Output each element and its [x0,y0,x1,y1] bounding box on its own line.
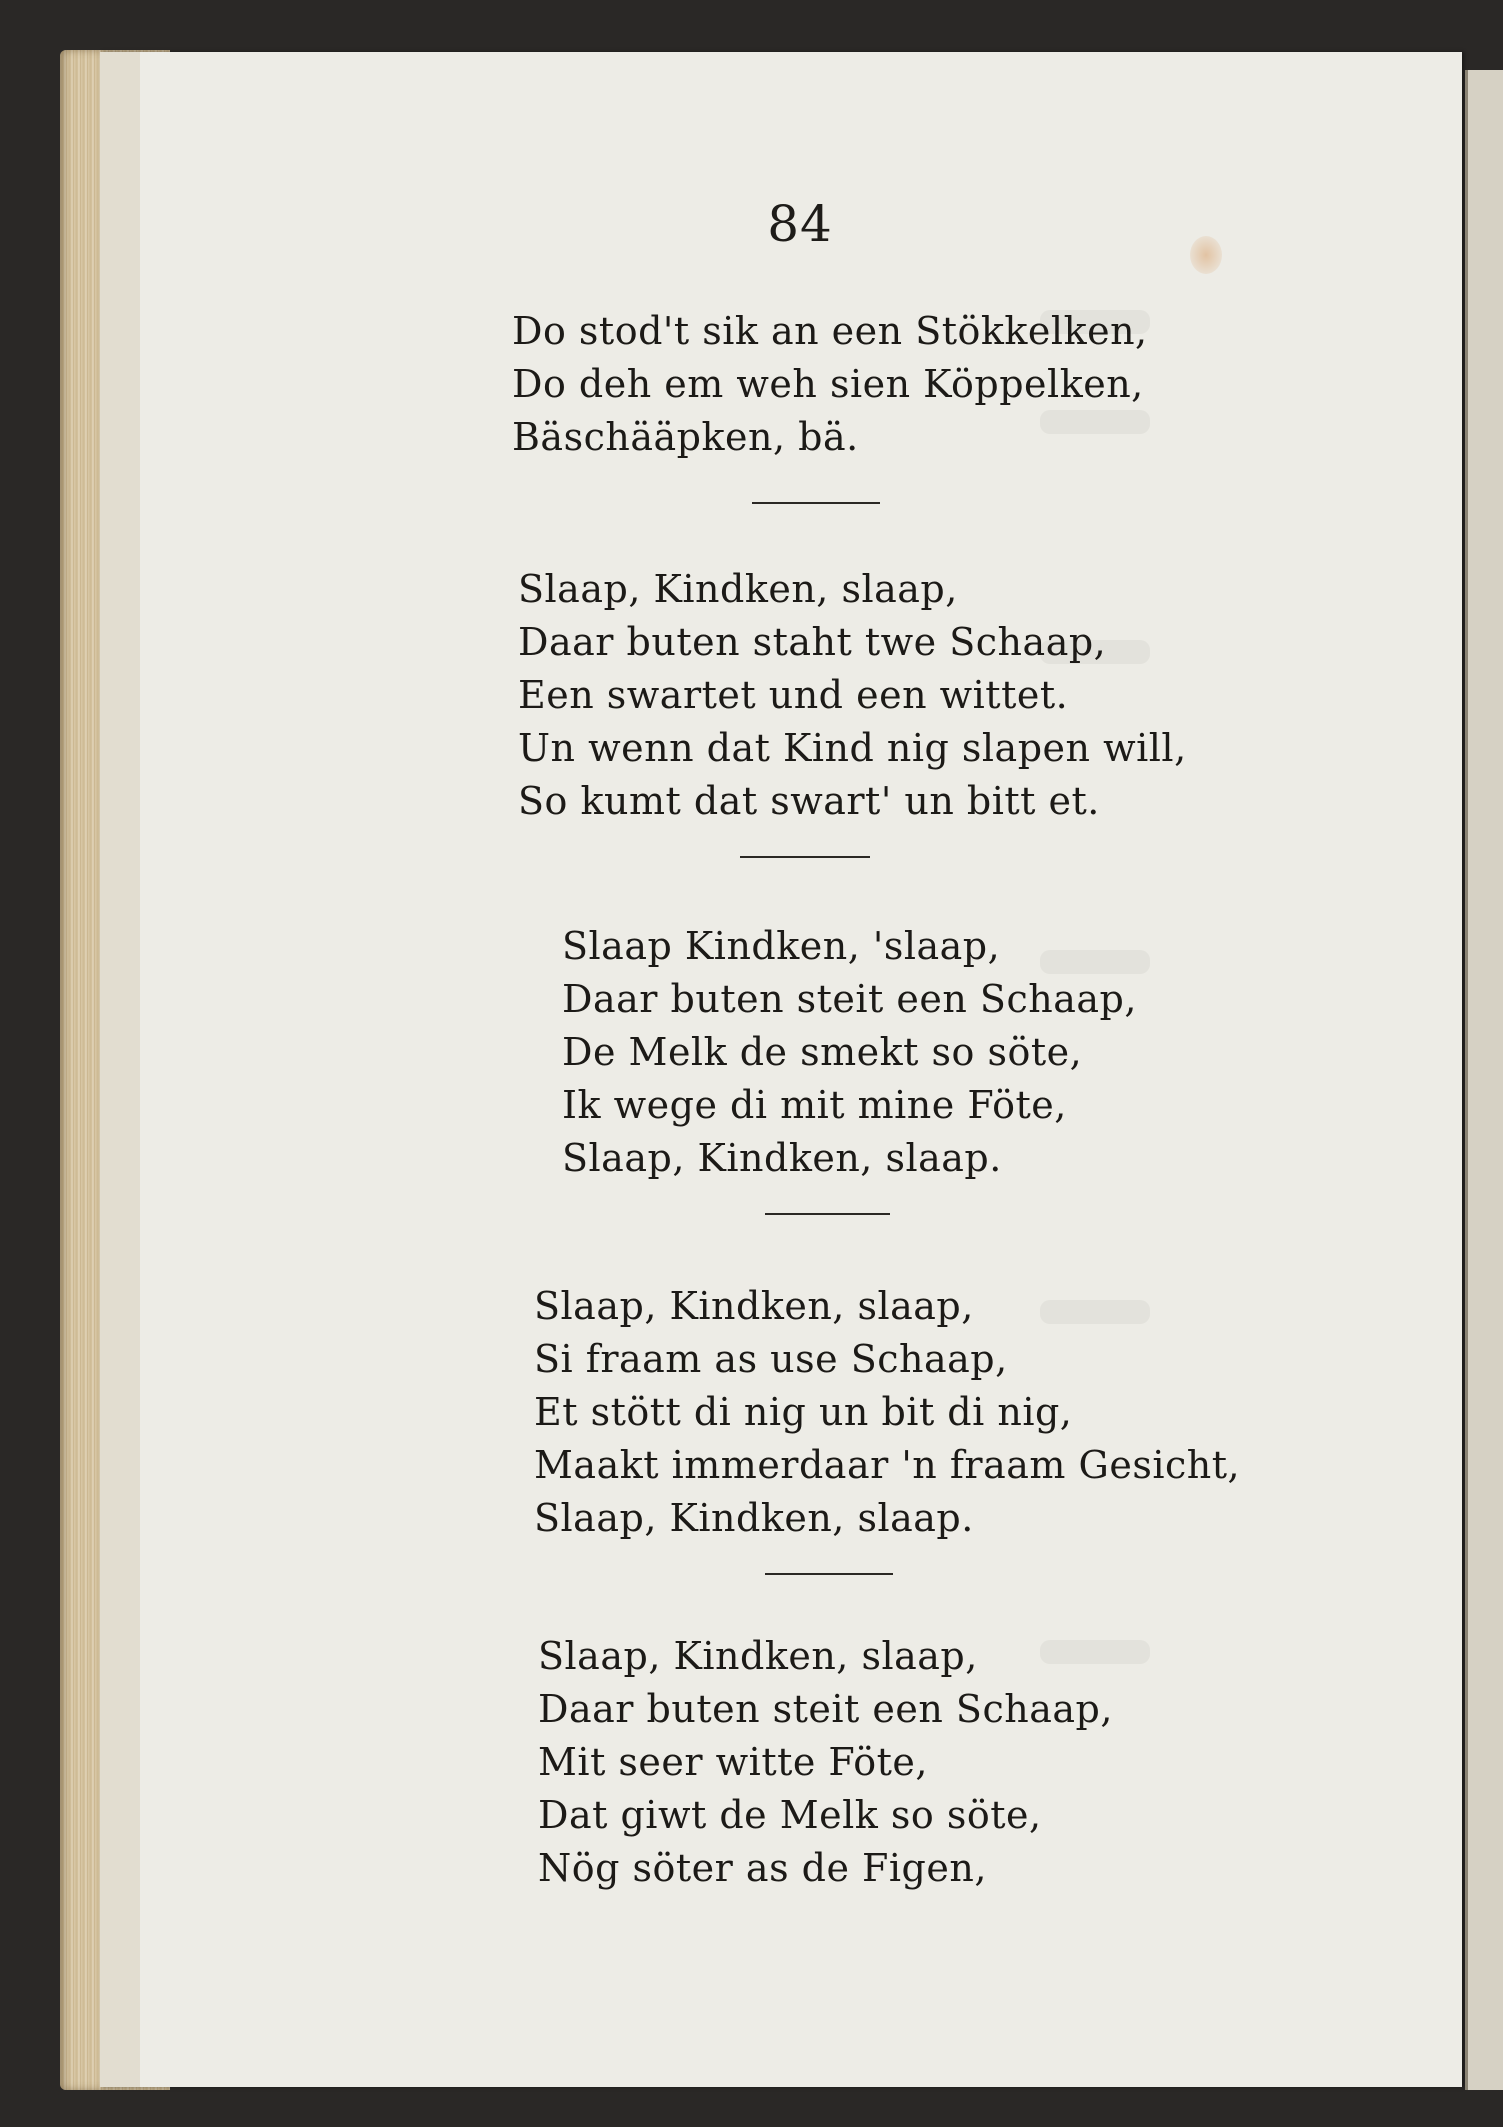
facing-page-edge [1465,70,1503,2090]
verse-line: Nög söter as de Figen, [538,1846,987,1890]
verse-line: Slaap, Kindken, slaap. [534,1496,974,1540]
stanza-2 [518,563,1187,828]
verse-line: Slaap, Kindken, slaap. [562,1136,1002,1180]
verse-line: De Melk de smekt so söte, [562,1030,1083,1074]
stanza-3 [562,920,1137,1185]
verse-line: Dat giwt de Melk so söte, [538,1793,1042,1837]
stanza-1 [512,305,1148,464]
verse-line: Si fraam as use Schaap, [534,1337,1008,1381]
section-rule [752,502,880,504]
verse-line: Daar buten staht twe Schaap, [518,620,1107,664]
section-rule [740,856,870,858]
verse-line: Daar buten steit een Schaap, [538,1687,1113,1731]
paper-stain [1190,236,1222,274]
verse-line: Do stod't sik an een Stökkelken, [512,309,1148,353]
section-rule [765,1573,893,1575]
verse-line: Slaap Kindken, 'slaap, [562,924,1001,968]
verse-line: Een swartet und een wittet. [518,673,1069,717]
verse-line: Slaap, Kindken, slaap, [538,1634,978,1678]
verse-line: So kumt dat swart' un bitt et. [518,779,1100,823]
verse-line: Ik wege di mit mine Föte, [562,1083,1067,1127]
verse-line: Bäschääpken, bä. [512,415,859,459]
verse-line: Un wenn dat Kind nig slapen will, [518,726,1187,770]
verse-line: Daar buten steit een Schaap, [562,977,1137,1021]
stanza-4 [534,1280,1240,1545]
verse-line: Slaap, Kindken, slaap, [518,567,958,611]
verse-line: Do deh em weh sien Köppelken, [512,362,1144,406]
stanza-5 [538,1630,1113,1895]
verse-line: Et stött di nig un bit di nig, [534,1390,1073,1434]
verse-line: Slaap, Kindken, slaap, [534,1284,974,1328]
verse-line: Maakt immerdaar 'n fraam Gesicht, [534,1443,1241,1487]
page-number: 84 [767,195,833,253]
section-rule [765,1213,890,1215]
verse-line: Mit seer witte Föte, [538,1740,928,1784]
